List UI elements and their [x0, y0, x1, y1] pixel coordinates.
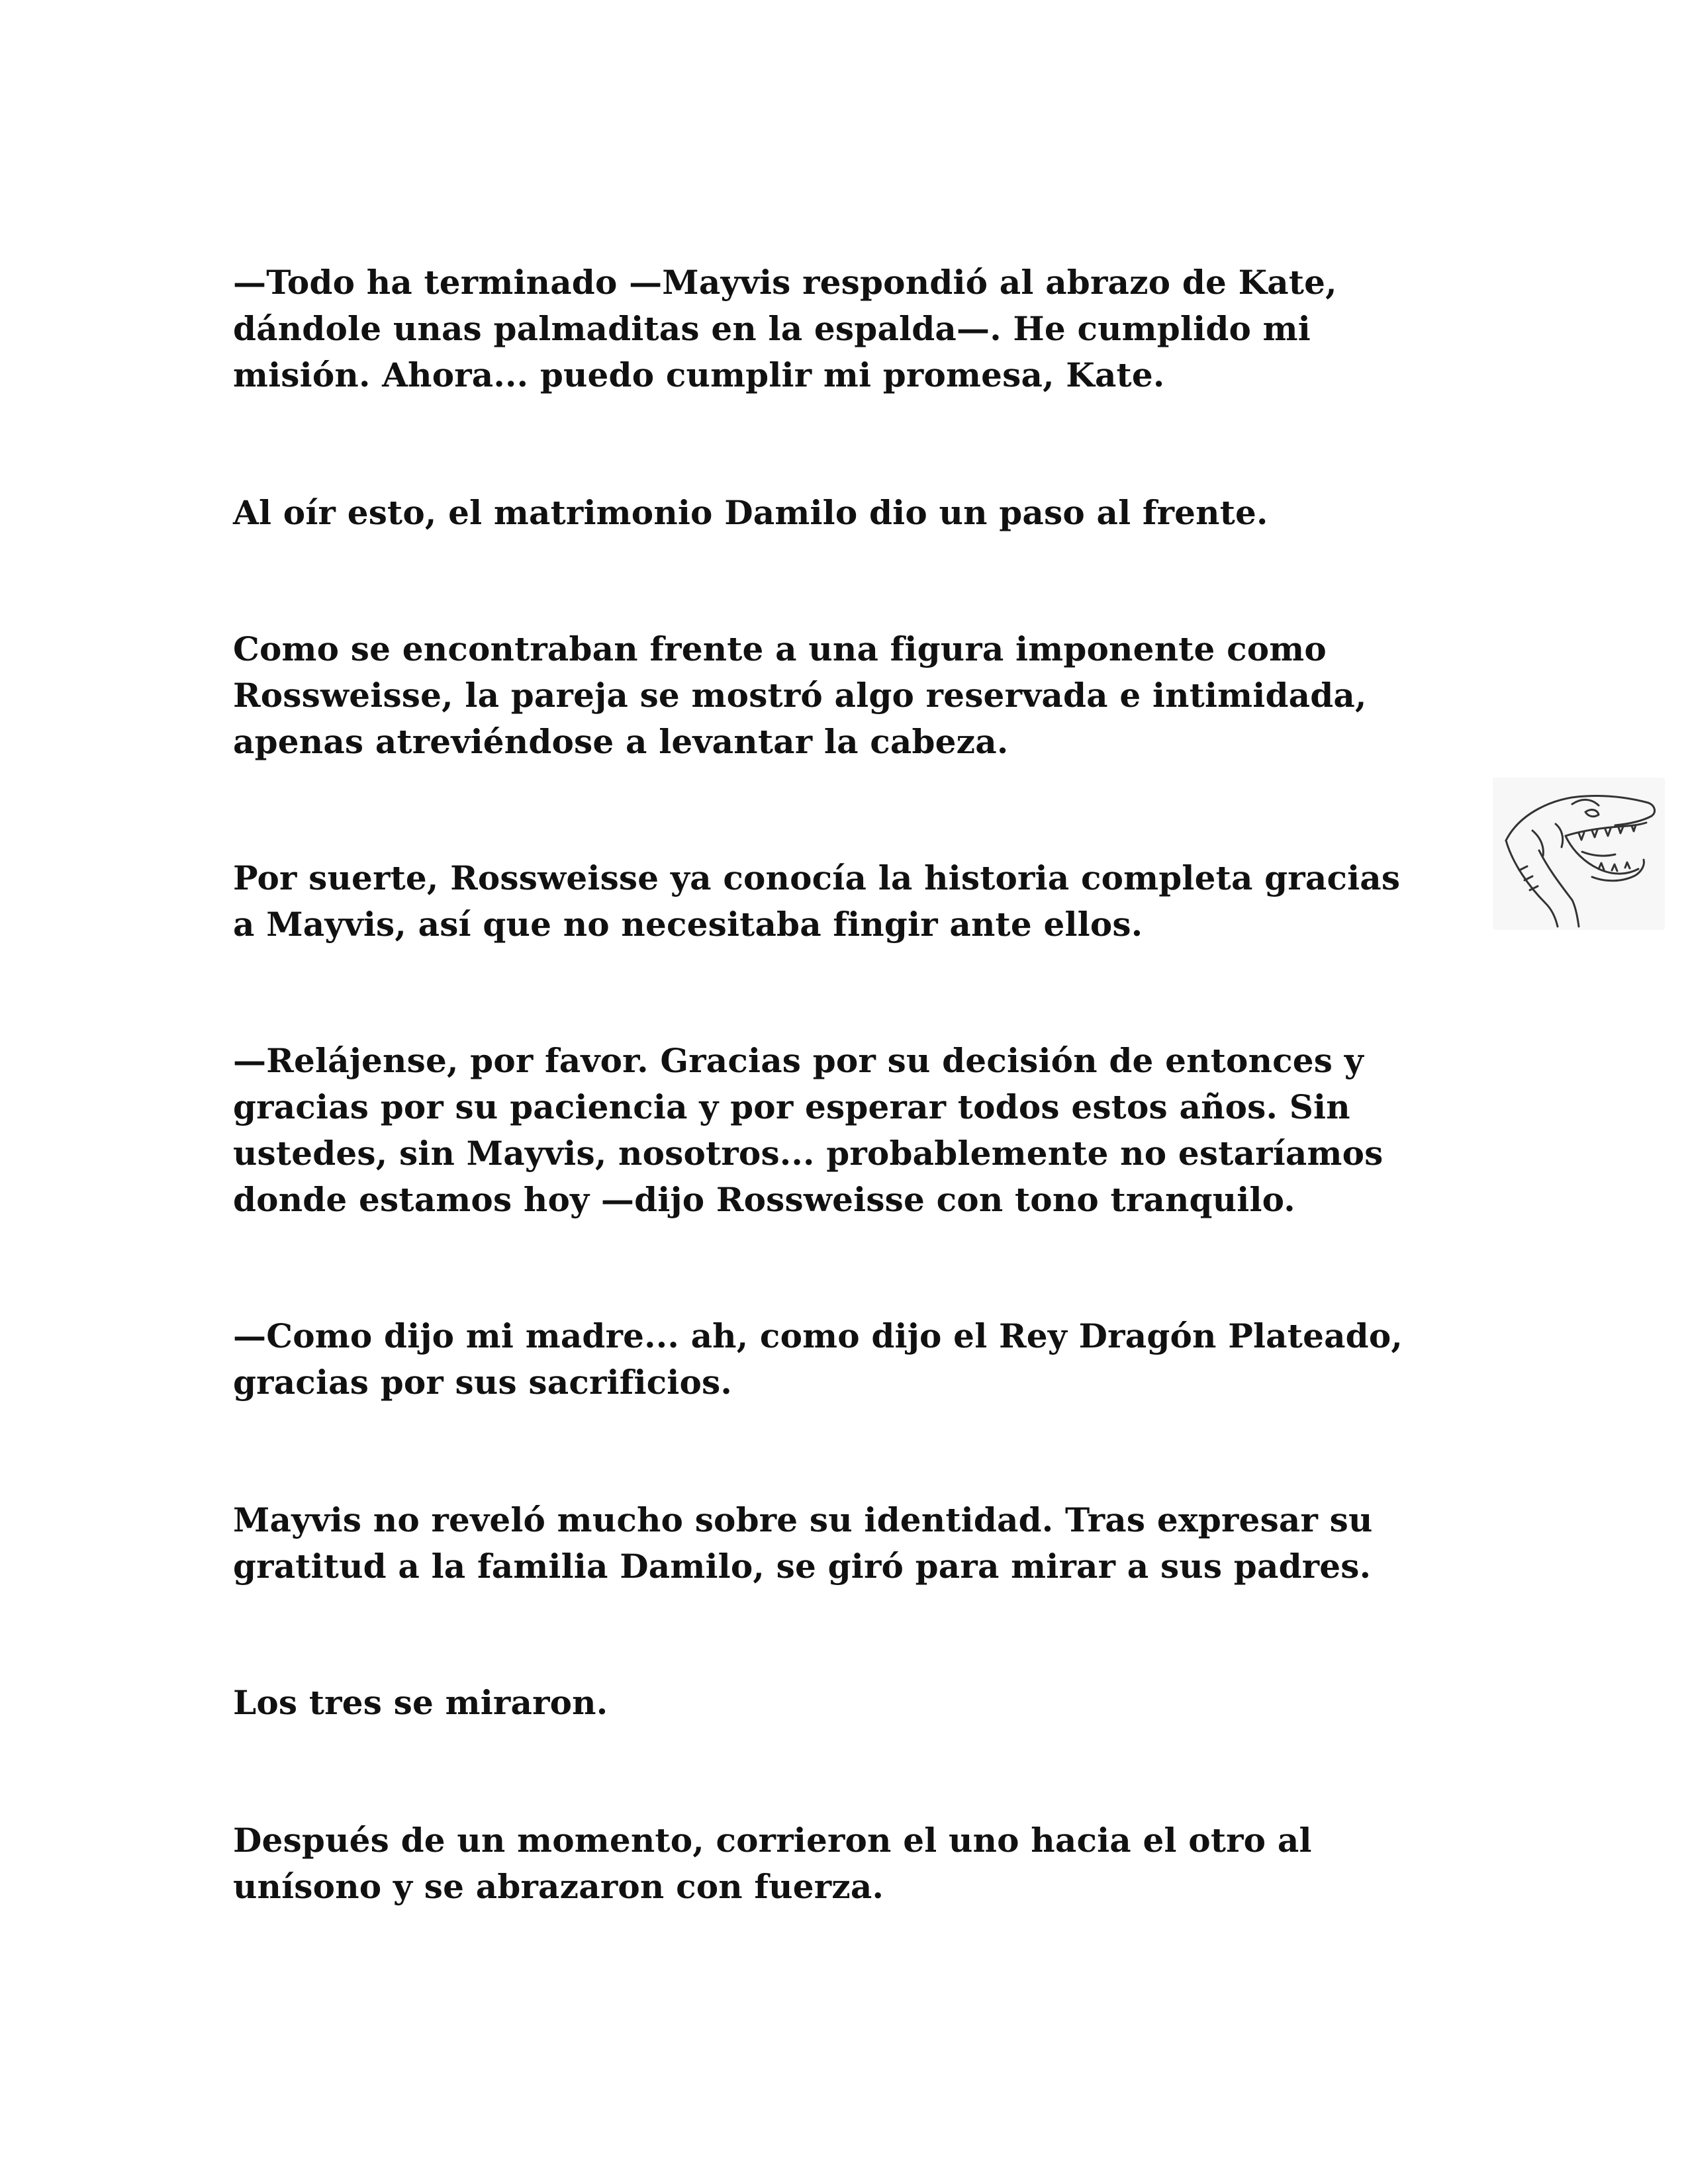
paragraph-6: —Como dijo mi madre... ah, como dijo el Rey Dragón Plateado, gracias por sus sacrificios.: [233, 1316, 1403, 1402]
paragraph-2: Al oír esto, el matrimonio Damilo dio un paso al frente.: [233, 493, 1268, 532]
paragraph-5: —Relájense, por favor. Gracias por su decisión de entonces y gracias por su paciencia y por esperar todos estos años. Sin ustedes, sin Mayvis, nosotros... probablemente no estaríamos donde estamos hoy —dijo Rossweisse con tono tranquilo.: [233, 1041, 1383, 1219]
paragraph-8: Los tres se miraron.: [233, 1683, 608, 1722]
paragraph-9: Después de un momento, corrieron el uno hacia el otro al unísono y se abrazaron con fuerza.: [233, 1821, 1312, 1906]
paragraph-3: Como se encontraban frente a una figura imponente como Rossweisse, la pareja se mostró algo reservada e intimidada, apenas atreviéndose a levantar la cabeza.: [233, 629, 1367, 761]
dinosaur-head-sketch-icon: [1493, 778, 1665, 930]
paragraph-1: —Todo ha terminado —Mayvis respondió al abrazo de Kate, dándole unas palmaditas en la espalda—. He cumplido mi misión. Ahora... puedo cumplir mi promesa, Kate.: [233, 263, 1337, 394]
paragraph-4: Por suerte, Rossweisse ya conocía la historia completa gracias a Mayvis, así que no necesitaba fingir ante ellos.: [233, 858, 1401, 944]
paragraph-7: Mayvis no reveló mucho sobre su identidad. Tras expresar su gratitud a la familia Damilo, se giró para mirar a sus padres.: [233, 1500, 1373, 1586]
